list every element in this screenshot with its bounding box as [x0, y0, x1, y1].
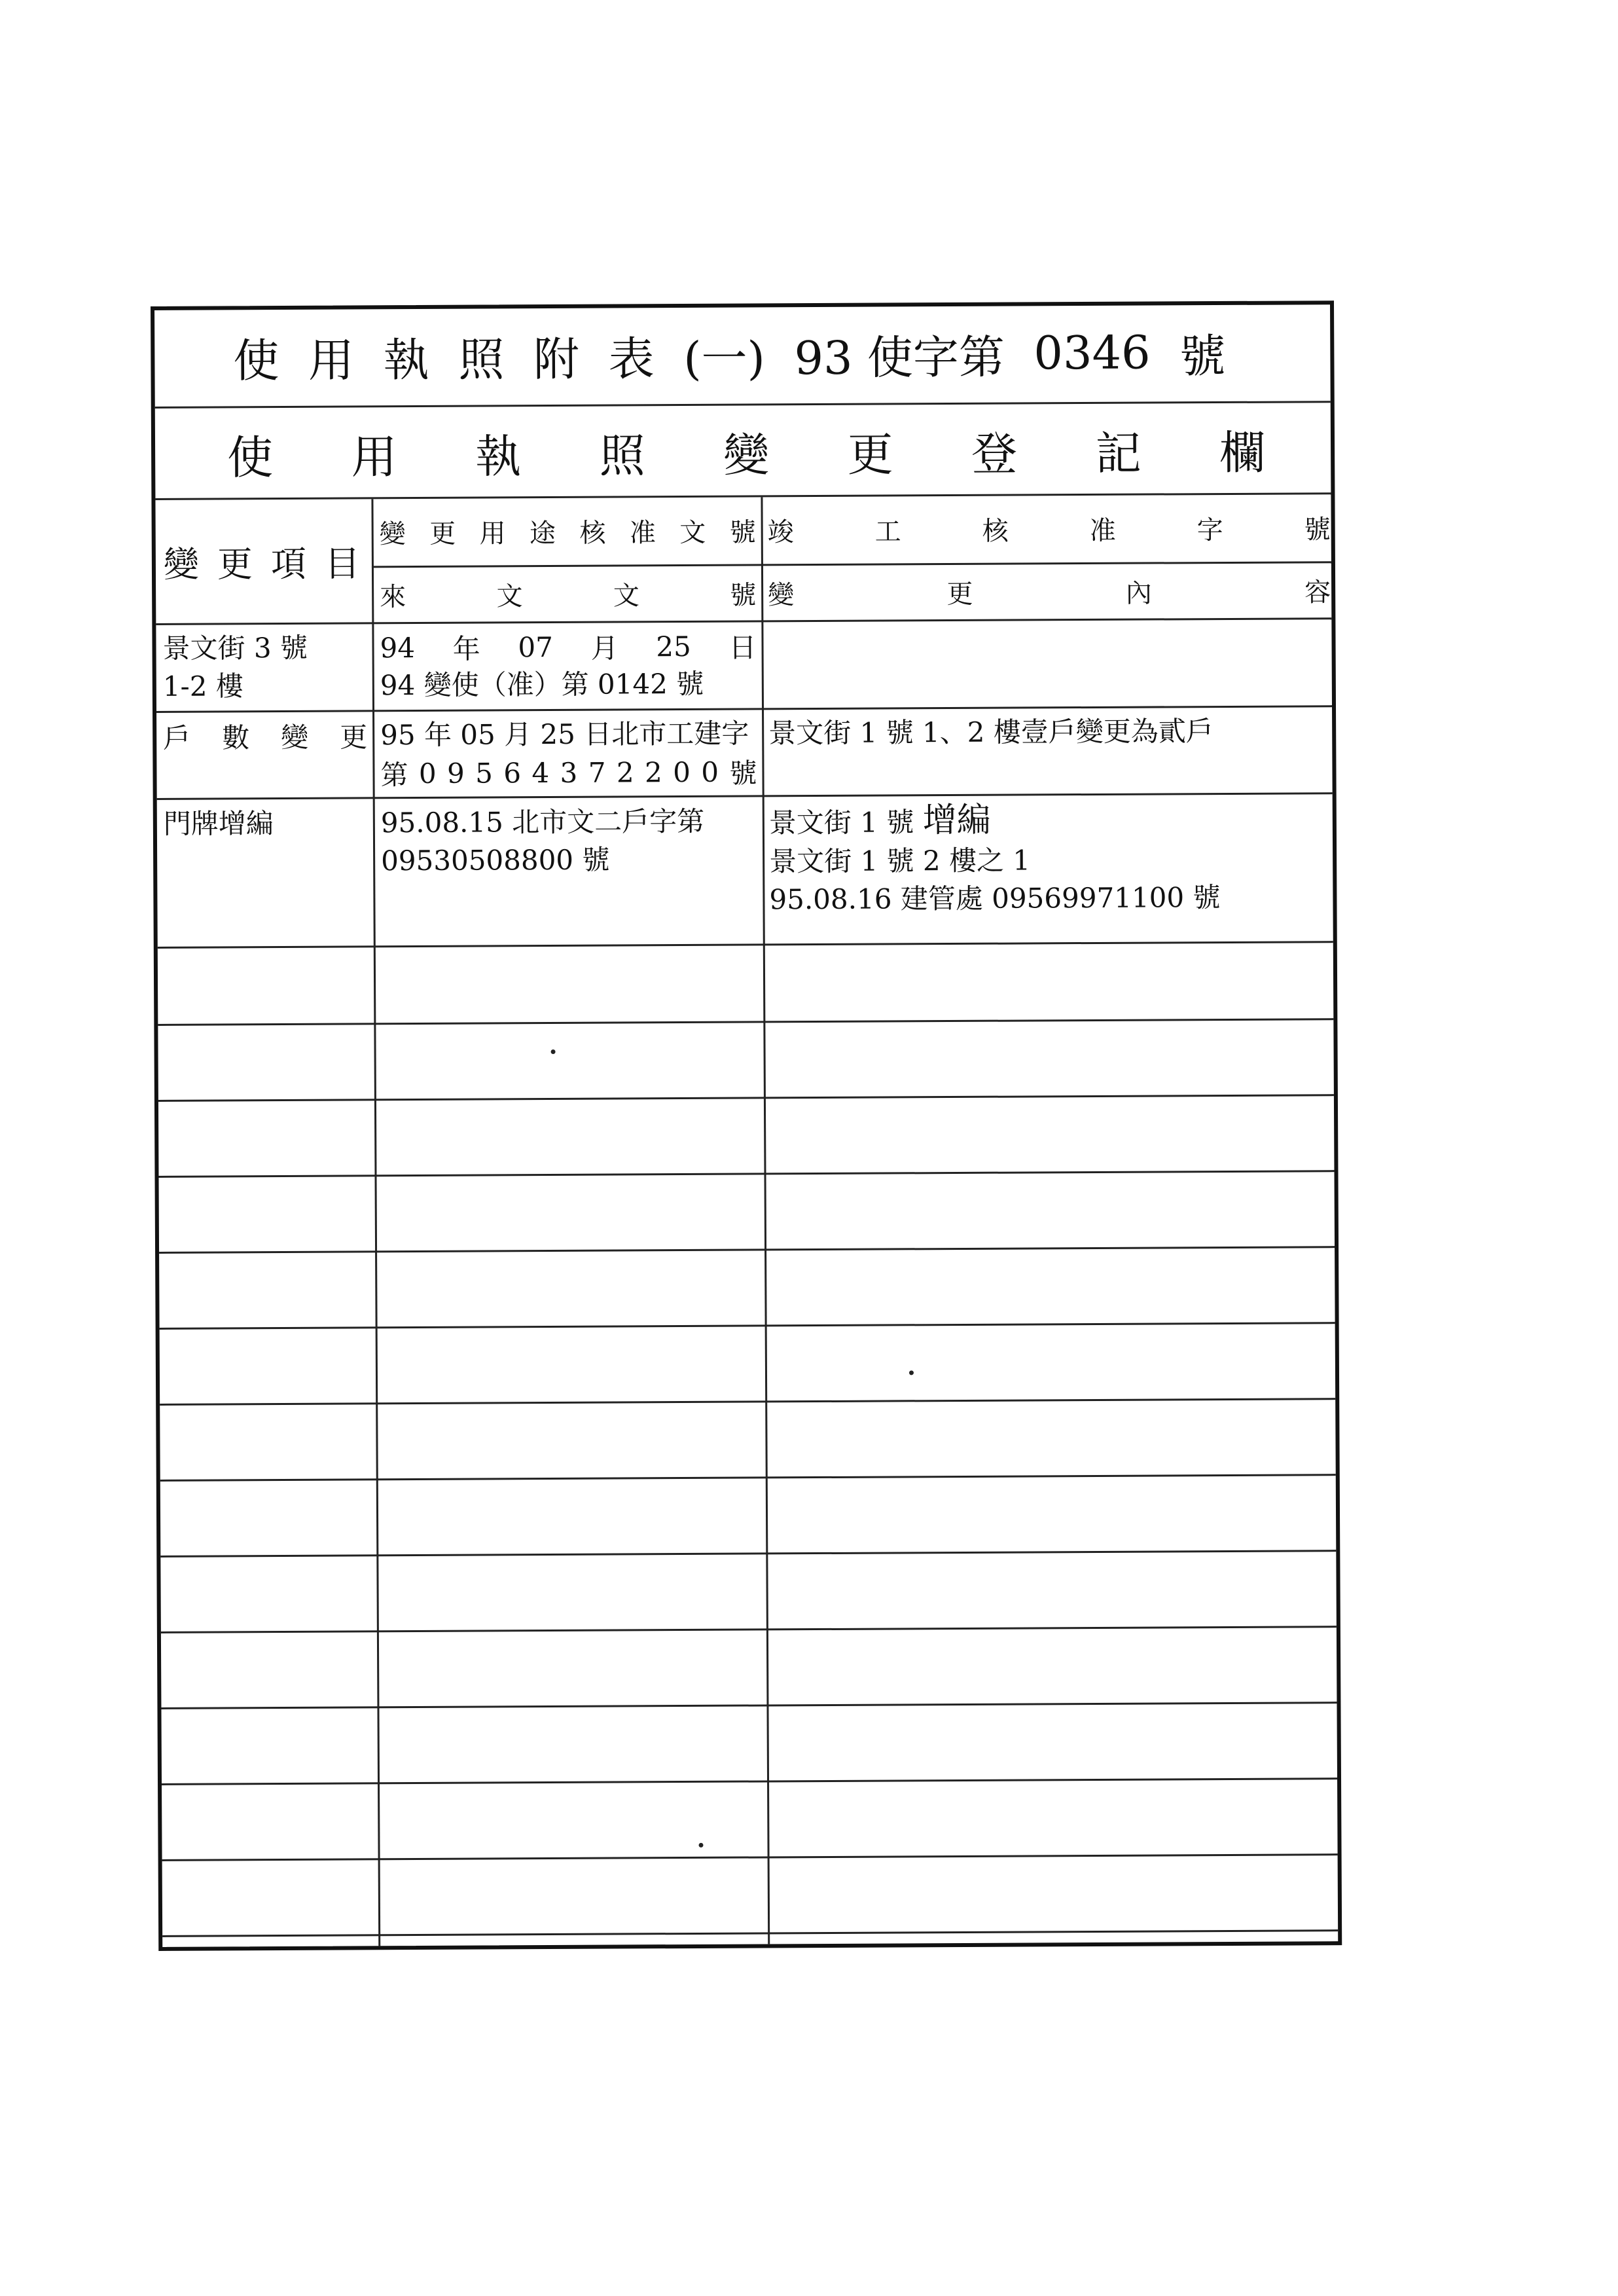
- row1-item: [162, 629, 308, 706]
- header-char: 准: [629, 517, 656, 548]
- row-line: [160, 1550, 1336, 1558]
- heading-char: 更: [847, 427, 893, 482]
- date-part: 07: [518, 630, 554, 663]
- heading-char: 執: [475, 429, 522, 484]
- row1-item-line: 景文街 3 號: [162, 631, 308, 665]
- heading-char: 記: [1095, 426, 1142, 481]
- header-char: 文: [679, 517, 706, 548]
- title-char: 表: [608, 331, 655, 386]
- title-char: 用: [308, 333, 355, 388]
- row-line: [156, 705, 1332, 713]
- header-char: 變: [768, 579, 795, 610]
- header-approval-doc-no: [379, 503, 755, 558]
- title-char: 號: [1179, 329, 1226, 383]
- heading-char: 使: [226, 430, 274, 484]
- title-license-number: 0346: [1034, 325, 1151, 380]
- header-char: 來: [380, 581, 406, 612]
- header-char: 變: [379, 519, 406, 549]
- doc-digit: 第: [380, 759, 408, 792]
- doc-digit: 6: [503, 756, 522, 789]
- row2-content: 景文街 1 號 1、2 樓壹戶變更為貳戶: [768, 715, 1214, 750]
- header-char: 竣: [767, 517, 794, 547]
- heading-char: 照: [599, 428, 645, 483]
- header-completion-approval-no: [767, 501, 1330, 556]
- title-annex-number: (一): [683, 331, 766, 386]
- scan-speck: [909, 1370, 914, 1375]
- heading-char: 登: [971, 427, 1018, 481]
- header-char: 號: [729, 517, 756, 548]
- row3-content-line2: 景文街 1 號 2 樓之 1: [769, 844, 1031, 878]
- header-char: 途: [529, 518, 556, 549]
- header-change-item: [163, 499, 360, 623]
- row-line: [162, 1853, 1338, 1861]
- header-char: 目: [324, 542, 361, 585]
- header-char: 准: [1089, 515, 1116, 546]
- doc-digit: 0: [673, 756, 691, 788]
- scan-speck: [698, 1843, 703, 1848]
- header-char: 字: [1196, 515, 1223, 545]
- heading-char: 欄: [1219, 426, 1266, 480]
- doc-digit: 7: [588, 756, 606, 789]
- header-char: 號: [730, 579, 757, 611]
- header-char: 用: [479, 518, 506, 549]
- doc-digit: 3: [560, 756, 578, 789]
- item-char: 數: [222, 721, 250, 754]
- doc-digit: 5: [475, 756, 494, 790]
- header-char: 更: [429, 519, 456, 549]
- row2-item: [163, 716, 367, 756]
- header-char: 項: [270, 543, 307, 585]
- doc-digit: 0: [701, 756, 719, 788]
- row1-doc-date: [380, 627, 756, 666]
- row-line: [159, 1246, 1335, 1254]
- header-char: 更: [217, 543, 253, 585]
- row-line: [160, 1474, 1336, 1482]
- row-line: [158, 1094, 1334, 1102]
- row-line: [161, 1702, 1337, 1709]
- content-added-label: 增編: [922, 800, 991, 841]
- doc-digit: 4: [531, 756, 550, 789]
- header-char: 變: [163, 543, 200, 585]
- title-char: 執: [383, 333, 429, 387]
- row-line: [162, 1777, 1337, 1785]
- header-char: 文: [613, 580, 639, 611]
- row1-item-line: 1-2 樓: [162, 670, 243, 702]
- title-license-prefix: 93 使字第: [794, 330, 1005, 385]
- doc-digit: 0: [418, 757, 437, 790]
- date-part: 月: [590, 632, 619, 665]
- heading-char: 用: [351, 429, 397, 484]
- row-line: [158, 1170, 1334, 1178]
- header-char: 更: [946, 579, 973, 610]
- row3-content-line1: [769, 801, 991, 843]
- doc-digit: 2: [644, 756, 662, 788]
- content-text: 景文街 1 號: [768, 806, 923, 839]
- date-part: 25: [656, 630, 691, 663]
- subtitle-row: [155, 403, 1331, 500]
- header-char: 核: [579, 518, 606, 549]
- row-line: [157, 792, 1333, 800]
- row3-content-line3: 95.08.16 建管處 09569971100 號: [769, 881, 1221, 916]
- row-line: [161, 1626, 1337, 1633]
- header-char: 文: [496, 581, 523, 611]
- item-char: 更: [340, 721, 368, 754]
- row2-doc-line2: [380, 752, 757, 792]
- doc-digit: 2: [616, 756, 634, 789]
- row3-doc-line1: 95.08.15 北市文二戶字第: [380, 805, 705, 839]
- header-char: 核: [982, 516, 1009, 547]
- item-char: 戶: [163, 721, 191, 754]
- header-char: 工: [874, 516, 901, 547]
- date-part: 年: [452, 632, 480, 665]
- header-char: 內: [1125, 578, 1152, 609]
- date-part: 94: [380, 631, 416, 664]
- header-change-content: [768, 566, 1331, 616]
- item-char: 變: [281, 721, 309, 754]
- document-title: [233, 319, 1225, 390]
- header-char: 容: [1304, 577, 1331, 608]
- doc-digit: 9: [446, 757, 465, 790]
- date-part: 日: [728, 631, 757, 664]
- header-incoming-doc-no: [380, 569, 756, 618]
- title-char: 照: [458, 332, 505, 387]
- row2-doc-line1: 95 年 05 月 25 日北市工建字: [380, 717, 749, 752]
- row-line: [158, 941, 1333, 949]
- row3-doc-line2: 09530508800 號: [381, 843, 610, 877]
- heading-char: 變: [723, 428, 770, 483]
- doc-digit: 號: [729, 757, 757, 790]
- row1-doc-number: 94 變使（准）第 0142 號: [380, 667, 704, 702]
- title-char: 使: [233, 333, 279, 388]
- title-row: [154, 304, 1331, 409]
- scan-speck: [551, 1049, 556, 1054]
- row-line: [162, 1929, 1338, 1937]
- row-line: [158, 1018, 1333, 1026]
- column-divider: [371, 499, 380, 1946]
- header-char: 號: [1304, 514, 1331, 545]
- section-heading: [227, 416, 1265, 487]
- row-line: [160, 1322, 1335, 1330]
- row3-item: 門牌增編: [163, 807, 274, 840]
- row-line: [160, 1398, 1335, 1406]
- title-char: 附: [533, 332, 580, 386]
- license-change-table: [151, 301, 1342, 1951]
